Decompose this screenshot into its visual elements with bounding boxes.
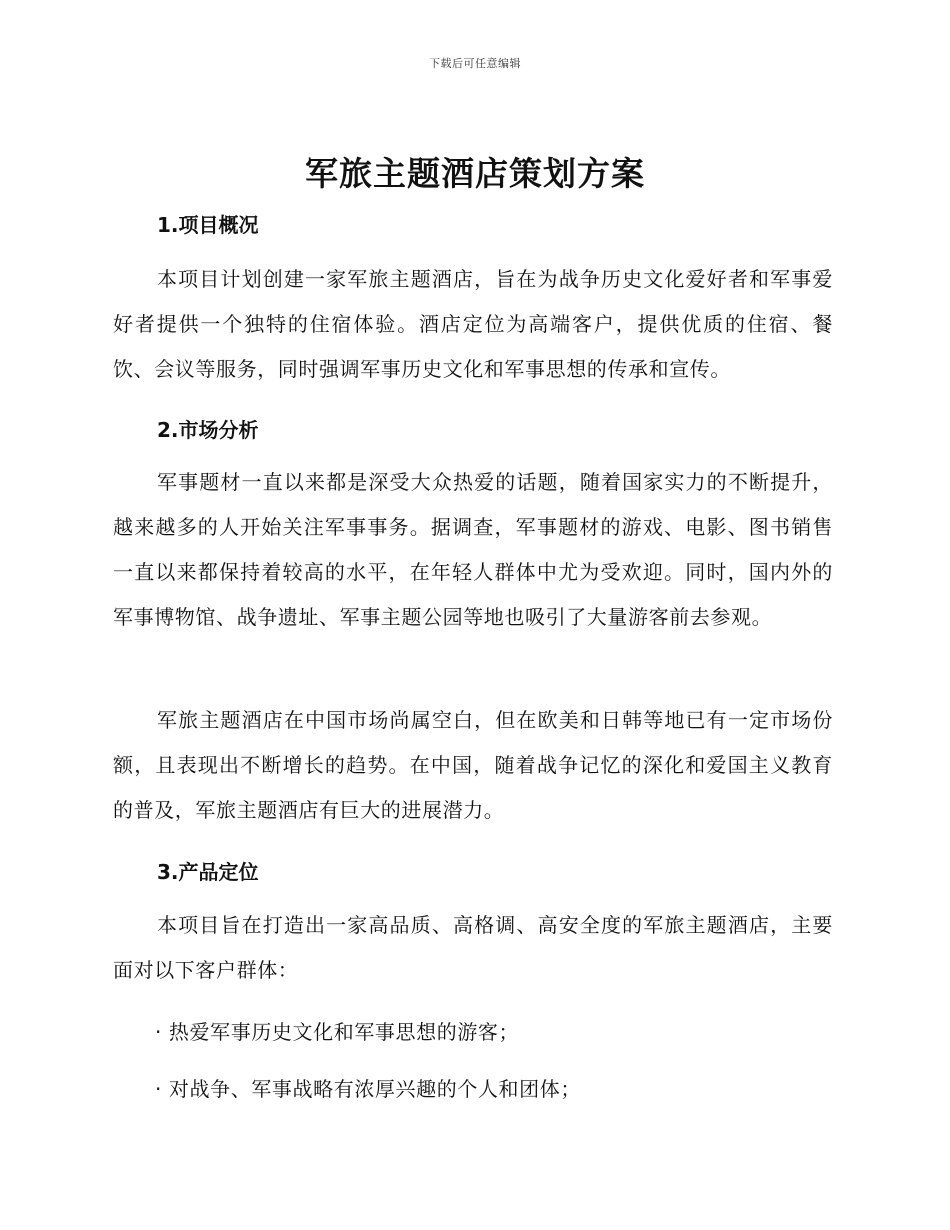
paragraph-product-positioning: 本项目旨在打造出一家高品质、高格调、高安全度的军旅主题酒店，主要面对以下客户群体：	[113, 913, 833, 982]
section-heading-market-analysis: 2.市场分析	[157, 418, 259, 442]
paragraph-market-analysis-1: 军事题材一直以来都是深受大众热爱的话题，随着国家实力的不断提升，越来越多的人开始关注军事事务。据调查，军事题材的游戏、电影、图书销售一直以来都保持着较高的水平，在年轻人群体中尤为受欢迎。同时，国内外的军事博物馆、战争遗址、军事主题公园等地也吸引了大量游客前去参观。	[113, 470, 833, 629]
section-heading-product-positioning: 3.产品定位	[157, 860, 259, 884]
bullet-item: · 对战争、军事战略有浓厚兴趣的个人和团体；	[155, 1077, 581, 1101]
paragraph-project-overview: 本项目计划创建一家军旅主题酒店，旨在为战争历史文化爱好者和军事爱好者提供一个独特的住宿体验。酒店定位为高端客户，提供优质的住宿、餐饮、会议等服务，同时强调军事历史文化和军事思想的传承和宣传。	[113, 267, 833, 381]
paragraph-market-analysis-2: 军旅主题酒店在中国市场尚属空白，但在欧美和日韩等地已有一定市场份额，且表现出不断增长的趋势。在中国，随着战争记忆的深化和爱国主义教育的普及，军旅主题酒店有巨大的进展潜力。	[113, 708, 833, 822]
document-title: 军旅主题酒店策划方案	[305, 154, 645, 193]
bullet-item: · 热爱军事历史文化和军事思想的游客；	[155, 1020, 520, 1044]
header-note: 下载后可任意编辑	[429, 57, 521, 70]
section-heading-project-overview: 1.项目概况	[157, 213, 259, 237]
